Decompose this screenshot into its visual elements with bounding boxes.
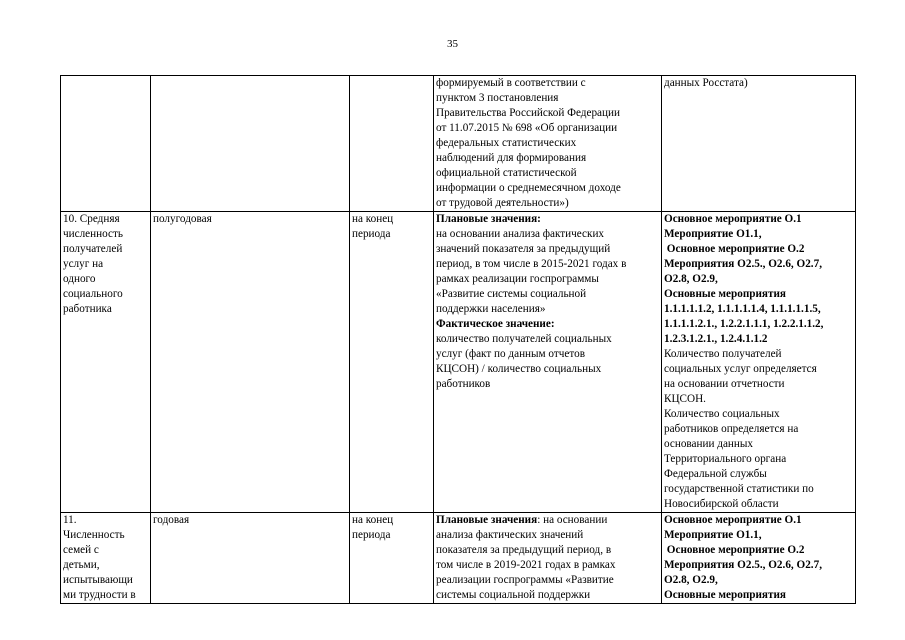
source-line: 1.1.1.1.2.1., 1.2.2.1.1.1, 1.2.2.1.1.2,: [664, 318, 824, 330]
time-point-line: на конец: [352, 514, 394, 526]
method-line: реализации госпрограммы «Развитие: [436, 574, 614, 586]
source-line: О2.8, О2.9,: [664, 574, 718, 586]
source-line: на основании отчетности: [664, 378, 785, 390]
method-line: наблюдений для формирования: [436, 152, 587, 164]
source-line: работников определяется на: [664, 423, 799, 435]
source-line: КЦСОН.: [664, 393, 706, 405]
data-source-cell: [662, 212, 856, 513]
table-row: [61, 76, 856, 212]
method-line: значений показателя за предыдущий: [436, 243, 611, 255]
source-line: 1.2.3.1.2.1., 1.2.4.1.1.2: [664, 333, 768, 345]
source-line: О2.8, О2.9,: [664, 273, 718, 285]
data-source-cell: [662, 76, 856, 212]
source-line: Количество социальных: [664, 408, 780, 420]
method-line: анализа фактических значений: [436, 529, 584, 541]
indicator-name-line: 11.: [63, 514, 77, 526]
method-line: услуг (факт по данным отчетов: [436, 348, 585, 360]
source-line: Основные мероприятия: [664, 589, 786, 601]
source-line: 1.1.1.1.1.2, 1.1.1.1.1.4, 1.1.1.1.1.5,: [664, 303, 821, 315]
indicator-name-line: семей с: [63, 544, 99, 556]
method-line: Правительства Российской Федерации: [436, 107, 620, 119]
time-point-cell: [350, 212, 434, 513]
indicator-name-line: 10. Средняя: [63, 213, 120, 225]
indicator-name-cell: [61, 212, 151, 513]
periodicity-cell: [151, 513, 350, 604]
method-line-part: Плановые значения: [436, 514, 538, 526]
method-line: от 11.07.2015 № 698 «Об организации: [436, 122, 618, 134]
periodicity-cell: [151, 212, 350, 513]
method-line: период, в том числе в 2015-2021 годах в: [436, 258, 627, 270]
indicator-name-line: детьми,: [63, 559, 100, 571]
indicator-name-line: ми трудности в: [63, 589, 136, 601]
source-line: Основное мероприятие О.2: [664, 544, 805, 556]
indicator-table-body: [61, 76, 856, 604]
data-source-cell: [662, 513, 856, 604]
method-line: Плановые значения:: [436, 213, 541, 225]
source-line: Мероприятия О2.5., О2.6, О2.7,: [664, 559, 822, 571]
method-line: поддержки населения»: [436, 303, 546, 315]
method-line: от трудовой деятельности»): [436, 197, 569, 209]
source-line: Мероприятия О2.5., О2.6, О2.7,: [664, 258, 822, 270]
source-line: основании данных: [664, 438, 754, 450]
indicator-name-cell: [61, 513, 151, 604]
method-line: информации о среднемесячном доходе: [436, 182, 621, 194]
indicator-name-line: услуг на: [63, 258, 104, 270]
method-line: показателя за предыдущий период, в: [436, 544, 612, 556]
source-line: Основное мероприятие О.1: [664, 213, 802, 225]
method-line: рамках реализации госпрограммы: [436, 273, 599, 285]
periodicity-cell: [151, 76, 350, 212]
source-line: государственной статистики по: [664, 483, 814, 495]
page-number: 35: [447, 38, 458, 50]
source-line: Новосибирской области: [664, 498, 779, 510]
time-point-line: периода: [352, 529, 391, 541]
method-line: количество получателей социальных: [436, 333, 612, 345]
method-line: КЦСОН) / количество социальных: [436, 363, 602, 375]
calculation-method-cell: [434, 76, 662, 212]
source-line: Территориального органа: [664, 453, 787, 465]
method-line: Фактическое значение:: [436, 318, 555, 330]
indicator-name-line: испытывающи: [63, 574, 133, 586]
indicator-name-line: работника: [63, 303, 112, 315]
source-line: Основные мероприятия: [664, 288, 786, 300]
method-line: официальной статистической: [436, 167, 577, 179]
method-line: на основании анализа фактических: [436, 228, 605, 240]
source-line: Количество получателей: [664, 348, 782, 360]
periodicity-text: полугодовая: [153, 213, 212, 225]
calculation-method-cell: [434, 513, 662, 604]
time-point-cell: [350, 76, 434, 212]
method-line: работников: [436, 378, 491, 390]
periodicity-text: годовая: [153, 514, 190, 526]
source-line: Федеральной службы: [664, 468, 767, 480]
time-point-line: периода: [352, 228, 391, 240]
method-line: пунктом 3 постановления: [436, 92, 559, 104]
source-line: Мероприятие О1.1,: [664, 529, 762, 541]
table-row: [61, 513, 856, 604]
indicator-table: [60, 75, 856, 604]
source-line: Мероприятие О1.1,: [664, 228, 762, 240]
indicator-name-line: социального: [63, 288, 123, 300]
indicator-name-line: численность: [63, 228, 123, 240]
time-point-line: на конец: [352, 213, 394, 225]
indicator-name-line: одного: [63, 273, 96, 285]
indicator-name-cell: [61, 76, 151, 212]
indicator-name-line: получателей: [63, 243, 123, 255]
method-line: федеральных статистических: [436, 137, 577, 149]
method-line: формируемый в соответствии с: [436, 77, 586, 89]
source-line: социальных услуг определяется: [664, 363, 817, 375]
method-line: том числе в 2019-2021 годах в рамках: [436, 559, 616, 571]
indicator-name-line: Численность: [63, 529, 125, 541]
source-line: Основное мероприятие О.1: [664, 514, 802, 526]
method-line: [436, 513, 659, 528]
calculation-method-cell: [434, 212, 662, 513]
method-line: системы социальной поддержки: [436, 589, 591, 601]
method-line-part: : на основании: [537, 514, 608, 526]
table-row: [61, 212, 856, 513]
time-point-cell: [350, 513, 434, 604]
source-line: Основное мероприятие О.2: [664, 243, 805, 255]
method-line: «Развитие системы социальной: [436, 288, 587, 300]
source-line: данных Росстата): [664, 77, 748, 89]
